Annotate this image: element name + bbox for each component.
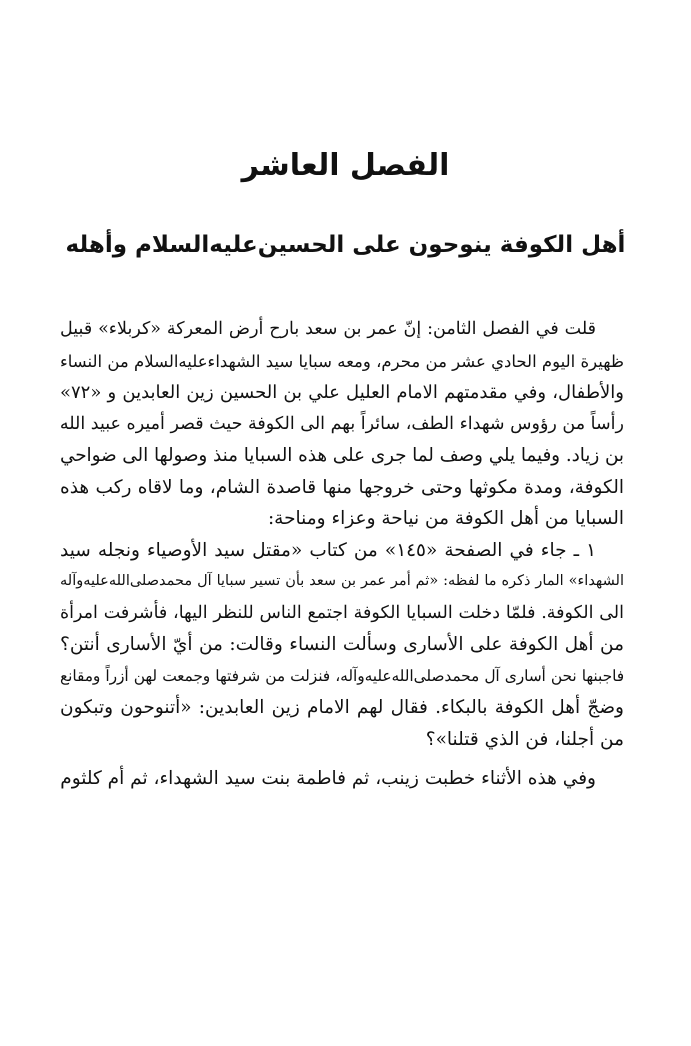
text-line: بن زياد. وفيما يلي وصف لما جرى على هذه السبايا منذ وصولها الى ضواحي: [60, 445, 624, 466]
text-line: الكوفة، ومدة مكوثها وحتى خروجها منها قاصدة الشام، وما لاقاه ركب هذه: [60, 476, 624, 498]
text-line: الشهداء» المار ذكره ما لفظه: «ثم أمر عمر بن سعد بأن تسير سبايا آل محمدصلى‌الله‌عليه‌وآله: [60, 573, 624, 589]
text-line: من أجلنا، فن الذي قتلنا»؟: [425, 728, 624, 750]
text-line: وضجّ أهل الكوفة بالبكاء. فقال لهم الامام زين العابدين: «أتنوحون وتبكون: [60, 697, 624, 718]
text-line: ١ ـ جاء في الصفحة «١٤٥» من كتاب «مقتل سيد الأوصياء ونجله سيد: [60, 539, 596, 561]
text-line: فاجبنها نحن أسارى آل محمدصلى‌الله‌عليه‌وآله، فنزلت من شرفتها وجمعت لهن أزراً ومقانع: [60, 666, 624, 685]
chapter-subtitle: أهل الكوفة ينوحون على الحسين‌عليه‌السلام وأهله: [65, 232, 626, 258]
text-line: السبايا من أهل الكوفة من نياحة وعزاء ومناحة:: [267, 508, 624, 529]
body-text: [60, 314, 624, 795]
text-line: وفي هذه الأثناء خطبت زينب، ثم فاطمة بنت سيد الشهداء، ثم أم كلثوم: [60, 768, 596, 789]
paragraph-quote: [60, 535, 624, 756]
text-line: من أهل الكوفة على الأسارى وسألت النساء وقالت: من أيّ الأسارى أنتن؟: [60, 634, 624, 655]
text-line: ظهيرة اليوم الحادي عشر من محرم، ومعه سبايا سيد الشهداءعليه‌السلام من النساء: [60, 351, 624, 371]
paragraph-continued: [60, 763, 624, 795]
paragraph-gap: [60, 755, 624, 763]
text-line: رأساً من رؤوس شهداء الطف، سائراً بهم الى الكوفة حيث قصر أميره عبيد الله: [60, 413, 624, 434]
text-line: قلت في الفصل الثامن: إنّ عمر بن سعد بارح أرض المعركة «كربلاء» قبيل: [60, 319, 596, 339]
paragraph-intro: [60, 314, 624, 535]
text-line: والأطفال، وفي مقدمتهم الامام العليل علي بن الحسين زين العابدين و «٧٢»: [60, 382, 624, 403]
chapter-title: الفصل العاشر: [241, 148, 450, 183]
text-line: الى الكوفة. فلمّا دخلت السبايا الكوفة اجتمع الناس للنظر اليها، فأشرفت امرأة: [60, 602, 624, 623]
